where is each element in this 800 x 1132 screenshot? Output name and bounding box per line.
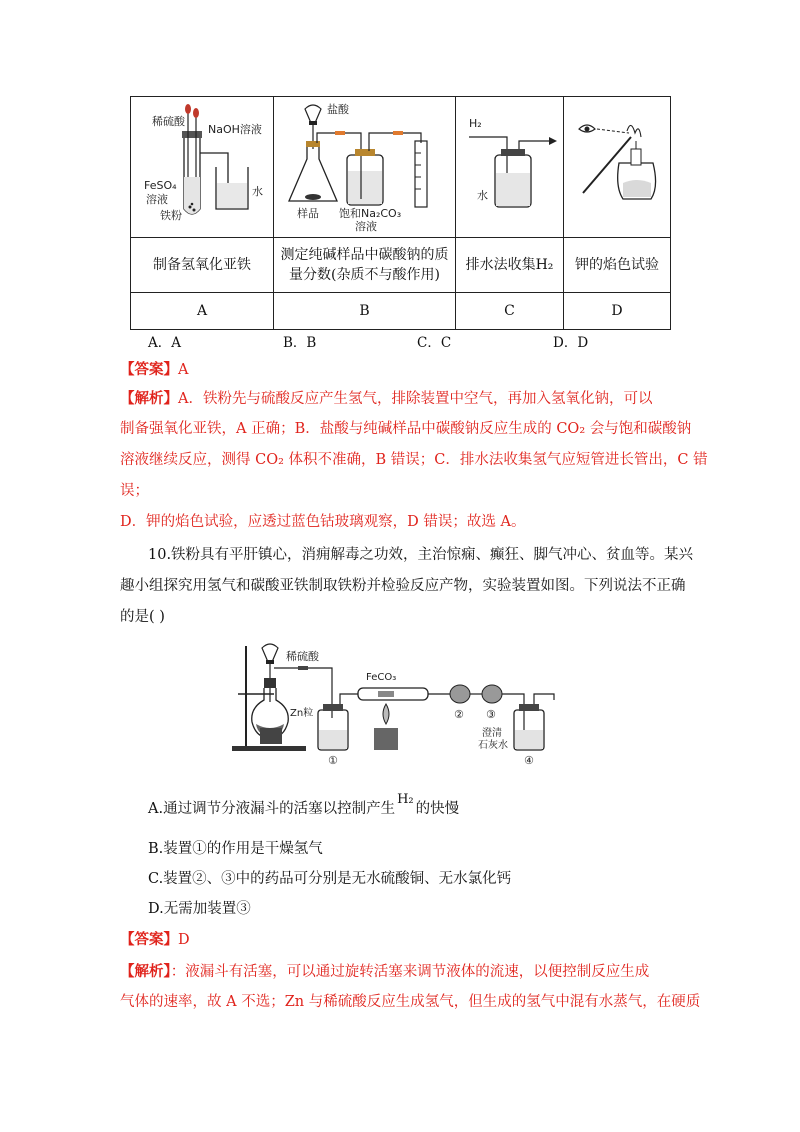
option-a-formula: H₂	[397, 792, 414, 807]
apparatus-table	[130, 96, 671, 330]
label-hcl: 盐酸	[326, 103, 349, 116]
diagram-cell-d	[564, 97, 671, 238]
q9-option-c[interactable]: C．C	[417, 335, 452, 351]
analysis-line-1: A．铁粉先与硫酸反应产生氢气，排除装置中空气，再加入氢氧化钠，可以	[178, 391, 653, 407]
fig-label-4: ④	[524, 754, 534, 767]
label-solution-a: 溶液	[146, 193, 168, 206]
q10-answer-value: D	[178, 932, 190, 948]
q10-option-d[interactable]: D.无需加装置③	[148, 901, 251, 917]
label-dilute-h2so4: 稀硫酸	[152, 115, 185, 128]
label-sample: 样品	[296, 207, 319, 220]
q9-option-a[interactable]: A．A	[148, 335, 181, 351]
label-feso4: FeSO₄	[144, 179, 177, 192]
fig-label-clear: 澄清	[482, 728, 502, 739]
letter-a: A	[131, 293, 274, 330]
letter-d: D	[564, 293, 671, 330]
label-h2-c: H₂	[468, 117, 482, 130]
q10-answer-label: 【答案】	[120, 931, 178, 948]
fig-label-2: ②	[454, 708, 464, 721]
option-a-text-2: 的快慢	[415, 801, 460, 817]
answer-value: A	[178, 362, 189, 378]
analysis-line-4: 误；	[120, 483, 149, 499]
analysis-line-2: 制备强氧化亚铁，A 正确；B．盐酸与纯碱样品中碳酸钠反应生成的 CO₂ 会与饱和碳酸钠	[120, 421, 692, 437]
label-iron-powder: 铁粉	[160, 209, 182, 222]
caption-a: 制备氢氧化亚铁	[153, 257, 251, 273]
label-na2co3: 饱和Na₂CO₃	[338, 207, 401, 220]
diagram-c	[457, 97, 563, 233]
diagram-a	[132, 97, 272, 233]
q10-analysis-label: 【解析】	[120, 963, 171, 980]
q10-stem-line-3: 的是( )	[120, 609, 165, 625]
q10-option-c[interactable]: C.装置②、③中的药品可分别是无水硫酸铜、无水氯化钙	[148, 871, 512, 887]
label-solution-b: 溶液	[354, 220, 377, 233]
q10-analysis-text-1: ：液漏斗有活塞，可以通过旋转活塞来调节液体的流速，以便控制反应生成	[170, 964, 650, 980]
label-water-c: 水	[476, 189, 488, 202]
q9-option-b[interactable]: B．B	[283, 335, 317, 351]
caption-c: 排水法收集H₂	[465, 257, 554, 273]
diagram-b	[275, 97, 455, 233]
fig-label-dilute-h2so4: 稀硫酸	[286, 650, 319, 663]
letter-b: B	[274, 293, 456, 330]
analysis-line-3: 溶液继续反应，测得 CO₂ 体积不准确，B 错误；C．排水法收集氢气应短管进长管出，C 错	[120, 452, 708, 468]
q10-stem-line-2: 趣小组探究用氢气和碳酸亚铁制取铁粉并检验反应产物，实验装置如图。下列说法不正确	[120, 578, 686, 594]
diagram-d	[565, 97, 669, 233]
letter-c: C	[456, 293, 564, 330]
fig-label-feco3: FeCO₃	[366, 672, 397, 683]
analysis-line-5: D．钾的焰色试验，应透过蓝色钴玻璃观察，D 错误；故选 A。	[120, 514, 526, 530]
q10-analysis-line-2: 气体的速率，故 A 不选；Zn 与稀硫酸反应生成氢气，但生成的氢气中混有水蒸气，在硬质	[120, 994, 701, 1010]
label-naoh: NaOH溶液	[208, 123, 262, 136]
fig-label-zn: Zn粒	[290, 708, 314, 719]
fig-label-3: ③	[486, 708, 496, 721]
answer-label: 【答案】	[120, 361, 178, 378]
q10-analysis-line-1	[120, 956, 649, 988]
q10-stem-line-1: 10.铁粉具有平肝镇心，消痈解毒之功效，主治惊痫、癫狂、脚气冲心、贫血等。某兴	[148, 547, 694, 563]
diagram-cell-a	[131, 97, 274, 238]
label-water-a: 水	[252, 185, 263, 198]
caption-b: 测定纯碱样品中碳酸钠的质量分数(杂质不与酸作用)	[280, 247, 449, 283]
q9-answer	[120, 354, 188, 386]
q9-option-d[interactable]: D．D	[553, 335, 589, 351]
diagram-cell-b	[274, 97, 456, 238]
q10-option-b[interactable]: B.装置①的作用是干燥氢气	[148, 841, 323, 857]
q10-answer	[120, 924, 190, 956]
fig-label-1: ①	[328, 754, 338, 767]
q10-option-a[interactable]	[148, 794, 459, 825]
analysis-label: 【解析】	[120, 390, 178, 407]
caption-d: 钾的焰色试验	[575, 257, 659, 273]
q10-apparatus-figure	[228, 638, 558, 770]
q9-analysis	[120, 383, 700, 415]
fig-label-limewater: 石灰水	[478, 740, 508, 751]
diagram-cell-c	[456, 97, 564, 238]
option-a-text-1: A.通过调节分液漏斗的活塞以控制产生	[148, 801, 396, 817]
